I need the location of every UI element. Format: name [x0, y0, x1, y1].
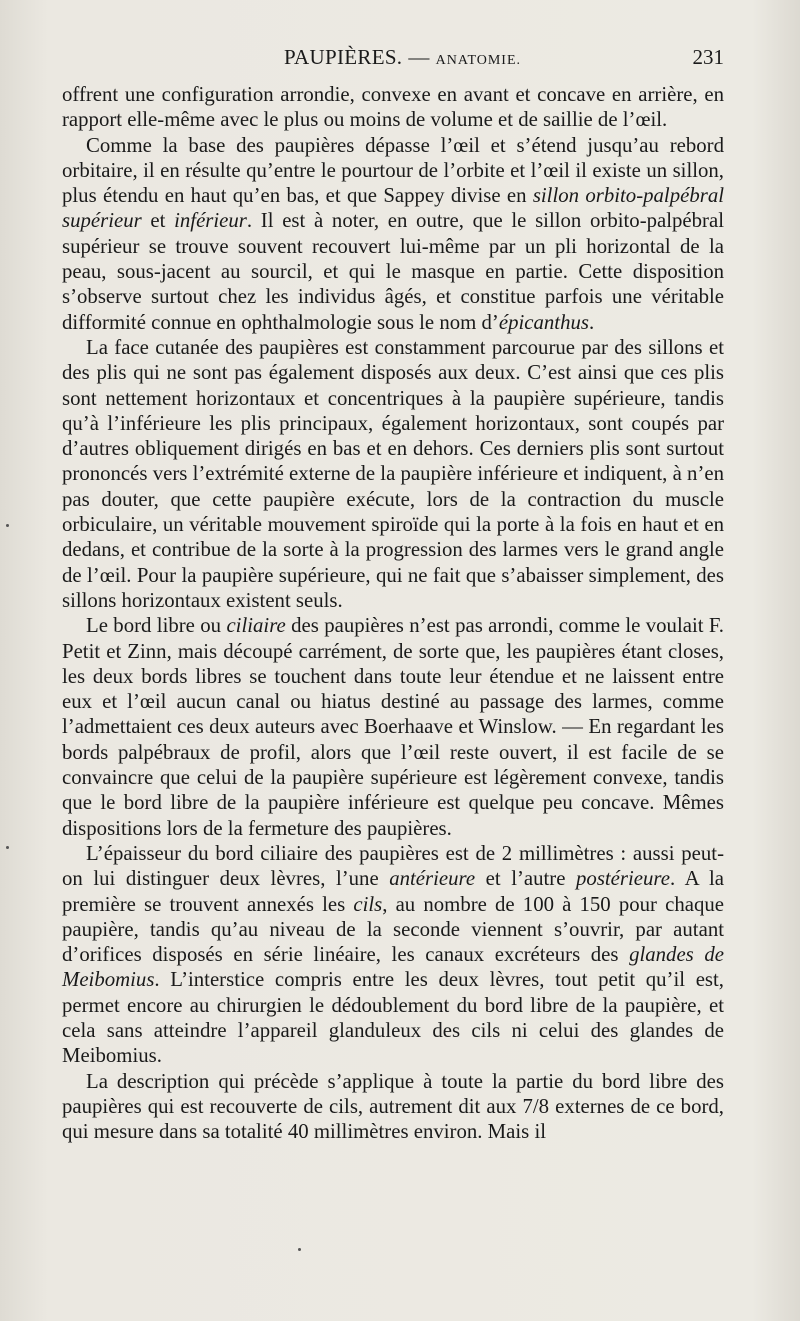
text-run: offrent une configuration arrondie, convexe en avant et concave en arrière, en rapport elle-même avec le plus ou moins de volume et de saillie de l’œil.: [62, 83, 724, 132]
running-title-dash: —: [408, 45, 430, 69]
italic-term: inférieur: [174, 209, 247, 233]
paragraph: [62, 335, 724, 613]
text-run: Le bord libre ou: [86, 614, 227, 638]
print-speck: [6, 846, 9, 849]
running-header: [62, 45, 724, 77]
text-run: L’épaisseur du bord ciliaire des paupières est de 2 millimètres : aussi peut-on lui distinguer deux lèvres, l’une: [62, 841, 724, 891]
page-number: 231: [692, 45, 724, 69]
text-run: et l’autre: [475, 867, 577, 891]
paragraph: [62, 1069, 724, 1145]
italic-term: postérieure: [576, 867, 670, 891]
text-run: La description qui précède s’applique à toute la partie du bord libre des paupières qui est recouverte de cils, autrement dit aux 7/8 externes de ce bord, qui mesure dans sa totalité 40 millimètres environ. Mais il: [62, 1069, 724, 1144]
text-run: des paupières n’est pas arrondi, comme le voulait F. Petit et Zinn, mais découpé carrément, de sorte que, les paupières étant closes, les deux bords libres se touchent dans toute leur étendue et ne laissent entre eux et l’œil aucun canal ou hiatus destiné au passage des larmes, comme l’admettaient ces deux auteurs avec Boerhaave et Winslow. — En regardant les bords palpébraux de profil, alors que l’œil reste ouvert, il est facile de se convaincre que celui de la paupière supérieure est légèrement convexe, tandis que le bord libre de la paupière inférieure est quelque peu concave. Mêmes dispositions lors de la fermeture des paupières.: [62, 614, 724, 840]
italic-term: sillon orbito-palpébral supérieur: [62, 184, 724, 233]
body-text: [62, 82, 724, 1144]
running-title-sub: ANATOMIE.: [435, 53, 522, 68]
text-run: . Il est à noter, en outre, que le sillon orbito-palpébral supérieur se trouve souvent recouvert lui-même par un pli horizontal de la peau, sous-jacent au sourcil, et qui le masque en partie. Cette disposition s’observe surtout chez les individus âgés, et constitue parfois une véritable difformité connue en ophthalmologie sous le nom d’: [62, 209, 724, 334]
print-speck: [6, 524, 9, 527]
paragraph: [62, 133, 724, 335]
running-title-main: PAUPIÈRES.: [284, 45, 403, 69]
text-run: , au nombre de 100 à 150 pour chaque paupière, tandis qu’au niveau de la seconde viennent s’ouvrir, par autant d’orifices disposés en série linéaire, les canaux excréteurs des: [62, 892, 725, 967]
text-run: et: [141, 209, 175, 233]
italic-term: épicanthus: [498, 310, 589, 334]
italic-term: cils: [353, 892, 383, 916]
paragraph: [62, 841, 724, 1069]
paragraph: [62, 82, 724, 133]
text-run: La face cutanée des paupières est constamment parcourue par des sillons et des plis qui ne sont pas également disposés aux deux. C’est ainsi que ces plis sont nettement horizontaux et concentriques à la paupière supérieure, tandis qu’à l’inférieure les plis principaux, également horizontaux, sont coupés par d’autres obliquement dirigés en bas et en dehors. Ces derniers plis sont surtout prononcés vers l’extrémité externe de la paupière inférieure et indiquent, à n’en pas douter, que cette paupière exécute, lors de la contraction du muscle orbiculaire, un véritable mouvement spiroïde qui la porte à la fois en haut et en dedans, et contribue de la sorte à la progression des larmes vers le grand angle de l’œil. Pour la paupière supérieure, qui ne fait que s’abaisser simplement, des sillons horizontaux existent seuls.: [62, 335, 724, 612]
italic-term: glandes de Meibomius: [62, 943, 724, 992]
paragraph: [62, 613, 724, 841]
italic-term: ciliaire: [226, 614, 286, 638]
text-run: . A la première se trouvent annexés les: [62, 867, 724, 916]
print-speck: [298, 1248, 301, 1251]
text-run: . L’interstice compris entre les deux lèvres, tout petit qu’il est, permet encore au chirurgien le dédoublement du bord libre de la paupière, et cela sans atteindre l’appareil glanduleux des cils ni celui des glandes de Meibomius.: [62, 968, 724, 1068]
text-run: .: [588, 310, 595, 334]
italic-term: antérieure: [389, 867, 476, 891]
running-title: [284, 45, 521, 70]
text-run: Comme la base des paupières dépasse l’œil et s’étend jusqu’au rebord orbitaire, il en résulte qu’entre le pourtour de l’orbite et l’œil il existe un sillon, plus étendu en haut qu’en bas, et que Sappey divise en: [62, 133, 724, 208]
